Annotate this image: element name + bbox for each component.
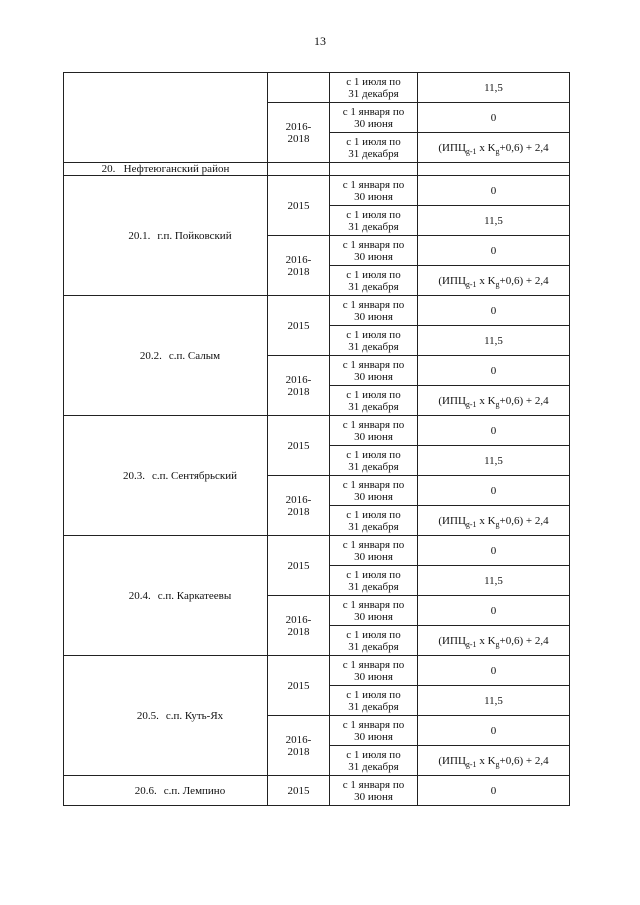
period-line: 31 декабря <box>348 700 399 713</box>
rate-value: 11,5 <box>484 694 503 707</box>
rate-value: 11,5 <box>484 214 503 227</box>
rate-cell <box>418 746 570 776</box>
period-line: 31 декабря <box>348 520 399 533</box>
rate-value: 0 <box>490 184 497 197</box>
formula-sub: g <box>495 146 500 156</box>
rate-value: 0 <box>490 111 497 124</box>
period-line: 30 июня <box>354 190 393 203</box>
formula-part: +0,6) + 2,4 <box>499 514 549 527</box>
rate-cell <box>418 163 570 176</box>
rate-value: 11,5 <box>484 574 503 587</box>
rate-cell <box>418 476 570 506</box>
settlement-name-cell <box>64 296 268 416</box>
rate-cell <box>418 596 570 626</box>
year-value: 2015 <box>287 199 310 212</box>
period-jul-dec <box>330 446 418 476</box>
period-line: 30 июня <box>354 430 393 443</box>
period-jul-dec <box>330 206 418 236</box>
rate-cell <box>418 73 570 103</box>
settlement-name-cell <box>64 656 268 776</box>
year-value: 2016- <box>285 253 312 266</box>
formula-part: x K <box>476 274 496 287</box>
period-jul-dec <box>330 626 418 656</box>
formula-part: +0,6) + 2,4 <box>499 754 549 767</box>
period-line: с 1 июля по <box>346 628 401 641</box>
rate-cell <box>418 566 570 596</box>
rate-cell <box>418 536 570 566</box>
rate-cell <box>418 716 570 746</box>
period-jan-jun <box>330 296 418 326</box>
table-row <box>64 416 570 446</box>
formula-part: (ИПЦ <box>438 141 466 154</box>
period-line: с 1 июля по <box>346 75 401 88</box>
rate-cell <box>418 386 570 416</box>
rate-value: 0 <box>490 784 497 797</box>
period-jan-jun <box>330 536 418 566</box>
year-value: 2016- <box>285 373 312 386</box>
period-line: с 1 июля по <box>346 508 401 521</box>
settlement-number: 20.6. <box>134 784 157 797</box>
year-cell <box>268 716 330 776</box>
section-title-cell <box>64 163 268 176</box>
rate-cell <box>418 356 570 386</box>
period-line: 30 июня <box>354 370 393 383</box>
period-line: с 1 июля по <box>346 748 401 761</box>
year-cell <box>268 536 330 596</box>
period-line: 30 июня <box>354 490 393 503</box>
year-value: 2016- <box>285 733 312 746</box>
period-jul-dec <box>330 73 418 103</box>
settlement-number: 20.1. <box>128 229 151 242</box>
settlement-number: 20.4. <box>128 589 151 602</box>
formula-part: x K <box>476 514 496 527</box>
formula-sub: g-1 <box>465 639 477 649</box>
year-value: 2018 <box>287 745 310 758</box>
year-value: 2016- <box>285 613 312 626</box>
period-line: с 1 июля по <box>346 135 401 148</box>
period-line: 31 декабря <box>348 460 399 473</box>
section-name: Нефтеюганский район <box>123 163 230 175</box>
rate-value: 0 <box>490 544 497 557</box>
settlement-name: с.п. Лемпино <box>163 784 226 797</box>
formula-sub: g <box>495 279 500 289</box>
rate-value: 0 <box>490 604 497 617</box>
rate-cell <box>418 416 570 446</box>
rate-cell <box>418 506 570 536</box>
table-row <box>64 73 570 103</box>
period-cell <box>330 163 418 176</box>
table-row <box>64 536 570 566</box>
period-line: с 1 января по <box>342 658 405 671</box>
rate-cell <box>418 326 570 356</box>
section-row <box>64 163 570 176</box>
period-line: 30 июня <box>354 117 393 130</box>
period-line: с 1 января по <box>342 478 405 491</box>
period-jan-jun <box>330 236 418 266</box>
settlement-name-cell <box>64 776 268 806</box>
rate-cell <box>418 236 570 266</box>
year-cell <box>268 356 330 416</box>
period-line: 31 декабря <box>348 87 399 100</box>
formula-sub: g-1 <box>465 279 477 289</box>
formula-sub: g <box>495 399 500 409</box>
formula-part: (ИПЦ <box>438 754 466 767</box>
year-cell <box>268 296 330 356</box>
rate-value: 0 <box>490 244 497 257</box>
formula-part: +0,6) + 2,4 <box>499 274 549 287</box>
formula-part: (ИПЦ <box>438 514 466 527</box>
period-jul-dec <box>330 746 418 776</box>
formula-part: +0,6) + 2,4 <box>499 394 549 407</box>
year-cell <box>268 176 330 236</box>
formula-part: x K <box>476 634 496 647</box>
page-number: 13 <box>314 34 326 48</box>
rate-cell <box>418 656 570 686</box>
rate-cell <box>418 446 570 476</box>
period-line: 30 июня <box>354 610 393 623</box>
period-line: с 1 января по <box>342 358 405 371</box>
rate-cell <box>418 133 570 163</box>
period-jan-jun <box>330 596 418 626</box>
period-jul-dec <box>330 326 418 356</box>
period-line: 31 декабря <box>348 220 399 233</box>
year-cell <box>268 73 330 103</box>
settlement-name-cell <box>64 416 268 536</box>
table-row <box>64 656 570 686</box>
period-line: с 1 июля по <box>346 568 401 581</box>
year-cell <box>268 476 330 536</box>
settlement-name: с.п. Каркатеевы <box>157 589 232 602</box>
settlement-number: 20.5. <box>136 709 159 722</box>
section-number: 20. <box>101 163 116 175</box>
year-cell <box>268 596 330 656</box>
period-line: 31 декабря <box>348 760 399 773</box>
continued-name-cell <box>64 73 268 163</box>
period-line: с 1 января по <box>342 178 405 191</box>
formula-sub: g-1 <box>465 519 477 529</box>
settlement-name-cell <box>64 176 268 296</box>
period-jul-dec <box>330 266 418 296</box>
period-line: с 1 июля по <box>346 388 401 401</box>
rate-value: 11,5 <box>484 81 503 94</box>
period-jul-dec <box>330 133 418 163</box>
year-value: 2015 <box>287 679 310 692</box>
period-line: 31 декабря <box>348 400 399 413</box>
year-cell <box>268 776 330 806</box>
year-value: 2018 <box>287 265 310 278</box>
rate-cell <box>418 776 570 806</box>
period-line: с 1 июля по <box>346 328 401 341</box>
formula-part: x K <box>476 394 496 407</box>
period-line: 30 июня <box>354 790 393 803</box>
year-cell <box>268 103 330 163</box>
year-value: 2015 <box>287 784 310 797</box>
year-value: 2018 <box>287 132 310 145</box>
year-value: 2018 <box>287 625 310 638</box>
formula-sub: g-1 <box>465 146 477 156</box>
period-line: с 1 июля по <box>346 208 401 221</box>
period-line: с 1 июля по <box>346 688 401 701</box>
rate-value: 0 <box>490 484 497 497</box>
year-value: 2015 <box>287 319 310 332</box>
formula-sub: g-1 <box>465 759 477 769</box>
period-line: 31 декабря <box>348 640 399 653</box>
period-jan-jun <box>330 656 418 686</box>
rate-cell <box>418 176 570 206</box>
rate-cell <box>418 206 570 236</box>
period-jul-dec <box>330 686 418 716</box>
formula-part: x K <box>476 141 496 154</box>
settlement-number: 20.3. <box>122 469 145 482</box>
rate-cell <box>418 626 570 656</box>
year-value: 2018 <box>287 505 310 518</box>
period-line: с 1 января по <box>342 778 405 791</box>
settlement-name: с.п. Сентябрьский <box>151 469 238 482</box>
settlement-name: с.п. Салым <box>168 349 221 362</box>
period-jul-dec <box>330 506 418 536</box>
table-row <box>64 776 570 806</box>
year-value: 2015 <box>287 559 310 572</box>
period-line: 31 декабря <box>348 580 399 593</box>
period-line: с 1 января по <box>342 238 405 251</box>
formula-part: (ИПЦ <box>438 634 466 647</box>
period-jan-jun <box>330 356 418 386</box>
rate-value: 11,5 <box>484 334 503 347</box>
tariff-table <box>63 72 570 806</box>
period-line: 31 декабря <box>348 280 399 293</box>
rate-value: 0 <box>490 424 497 437</box>
rate-cell <box>418 686 570 716</box>
formula-sub: g <box>495 519 500 529</box>
period-jan-jun <box>330 776 418 806</box>
settlement-number: 20.2. <box>139 349 162 362</box>
period-jan-jun <box>330 476 418 506</box>
period-line: 30 июня <box>354 310 393 323</box>
year-cell <box>268 656 330 716</box>
period-line: 30 июня <box>354 250 393 263</box>
rate-value: 0 <box>490 364 497 377</box>
rate-value: 0 <box>490 664 497 677</box>
period-line: 30 июня <box>354 670 393 683</box>
formula-part: (ИПЦ <box>438 394 466 407</box>
formula-part: +0,6) + 2,4 <box>499 634 549 647</box>
period-line: с 1 января по <box>342 718 405 731</box>
formula-sub: g <box>495 759 500 769</box>
rate-cell <box>418 296 570 326</box>
rate-cell <box>418 103 570 133</box>
table-row <box>64 176 570 206</box>
year-cell <box>268 236 330 296</box>
period-line: с 1 января по <box>342 538 405 551</box>
formula-part: +0,6) + 2,4 <box>499 141 549 154</box>
period-line: с 1 января по <box>342 298 405 311</box>
period-line: 31 декабря <box>348 147 399 160</box>
settlement-name: г.п. Пойковский <box>157 229 232 242</box>
rate-value: 0 <box>490 304 497 317</box>
period-jan-jun <box>330 103 418 133</box>
formula-sub: g-1 <box>465 399 477 409</box>
year-value: 2018 <box>287 385 310 398</box>
table-row <box>64 296 570 326</box>
period-line: с 1 января по <box>342 105 405 118</box>
period-line: с 1 июля по <box>346 268 401 281</box>
period-line: 30 июня <box>354 730 393 743</box>
period-line: с 1 января по <box>342 598 405 611</box>
year-cell <box>268 416 330 476</box>
period-jul-dec <box>330 566 418 596</box>
period-jan-jun <box>330 176 418 206</box>
year-value: 2016- <box>285 120 312 133</box>
year-value: 2016- <box>285 493 312 506</box>
formula-part: x K <box>476 754 496 767</box>
period-line: с 1 января по <box>342 418 405 431</box>
settlement-name: с.п. Куть-Ях <box>165 709 224 722</box>
period-jan-jun <box>330 416 418 446</box>
settlement-name-cell <box>64 536 268 656</box>
period-jul-dec <box>330 386 418 416</box>
year-value: 2015 <box>287 439 310 452</box>
rate-value: 0 <box>490 724 497 737</box>
period-jan-jun <box>330 716 418 746</box>
rate-value: 11,5 <box>484 454 503 467</box>
period-line: 31 декабря <box>348 340 399 353</box>
formula-part: (ИПЦ <box>438 274 466 287</box>
formula-sub: g <box>495 639 500 649</box>
period-line: 30 июня <box>354 550 393 563</box>
year-cell <box>268 163 330 176</box>
rate-cell <box>418 266 570 296</box>
period-line: с 1 июля по <box>346 448 401 461</box>
